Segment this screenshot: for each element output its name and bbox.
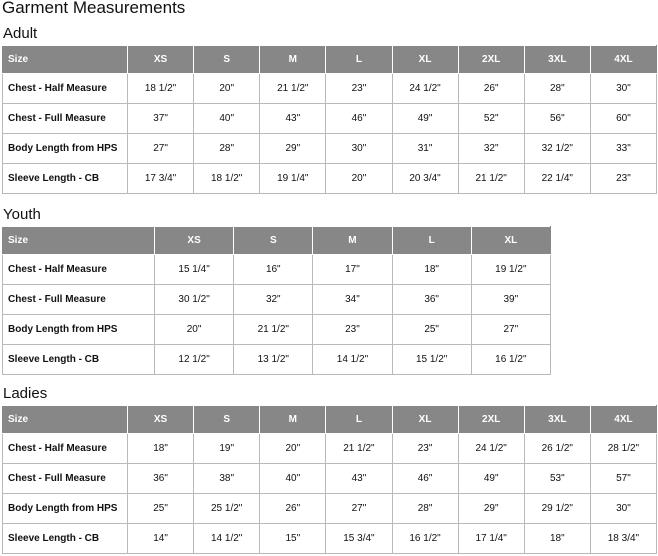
size-header-label: Size bbox=[3, 46, 128, 74]
measurement-cell: 16 1/2" bbox=[392, 524, 458, 554]
header-row bbox=[3, 227, 551, 255]
table-row bbox=[3, 104, 657, 134]
measurement-cell: 18" bbox=[392, 255, 471, 285]
measurement-cell: 18 1/2" bbox=[194, 164, 260, 194]
measurement-cell: 21 1/2" bbox=[260, 74, 326, 104]
table-row bbox=[3, 345, 551, 375]
measurement-cell: 25 1/2" bbox=[194, 494, 260, 524]
table-row bbox=[3, 524, 657, 554]
measurement-cell: 30" bbox=[590, 494, 656, 524]
measurement-cell: 16 1/2" bbox=[471, 345, 550, 375]
measurement-cell: 32" bbox=[458, 134, 524, 164]
measurement-cell: 18" bbox=[128, 434, 194, 464]
measurement-cell: 31" bbox=[392, 134, 458, 164]
measurement-cell: 28" bbox=[392, 494, 458, 524]
measurement-cell: 36" bbox=[128, 464, 194, 494]
row-label: Body Length from HPS bbox=[3, 134, 128, 164]
measurement-cell: 33" bbox=[590, 134, 656, 164]
measurement-cell: 12 1/2" bbox=[155, 345, 234, 375]
measurement-cell: 20" bbox=[194, 74, 260, 104]
measurement-cell: 25" bbox=[128, 494, 194, 524]
size-header-label: Size bbox=[3, 227, 155, 255]
measurement-cell: 22 1/4" bbox=[524, 164, 590, 194]
size-column-header: S bbox=[194, 406, 260, 434]
measurement-cell: 16" bbox=[234, 255, 313, 285]
row-label: Body Length from HPS bbox=[3, 315, 155, 345]
size-column-header: 2XL bbox=[458, 406, 524, 434]
measurement-cell: 38" bbox=[194, 464, 260, 494]
measurement-cell: 21 1/2" bbox=[234, 315, 313, 345]
measurement-cell: 14" bbox=[128, 524, 194, 554]
measurement-cell: 15 1/4" bbox=[155, 255, 234, 285]
measurement-cell: 14 1/2" bbox=[194, 524, 260, 554]
size-header-label: Size bbox=[3, 406, 128, 434]
measurement-cell: 18 1/2" bbox=[128, 74, 194, 104]
measurement-cell: 27" bbox=[471, 315, 550, 345]
row-label: Chest - Full Measure bbox=[3, 464, 128, 494]
measurement-cell: 29 1/2" bbox=[524, 494, 590, 524]
measurement-cell: 20" bbox=[155, 315, 234, 345]
measurement-cell: 23" bbox=[392, 434, 458, 464]
measurement-cell: 17 1/4" bbox=[458, 524, 524, 554]
measurement-cell: 17 3/4" bbox=[128, 164, 194, 194]
header-row bbox=[3, 406, 657, 434]
measurement-cell: 27" bbox=[326, 494, 392, 524]
measurement-cell: 40" bbox=[260, 464, 326, 494]
table-row bbox=[3, 434, 657, 464]
section-title-youth: Youth bbox=[3, 206, 41, 223]
measurement-cell: 19 1/2" bbox=[471, 255, 550, 285]
size-column-header: XL bbox=[471, 227, 550, 255]
measurement-cell: 49" bbox=[392, 104, 458, 134]
measurement-cell: 30 1/2" bbox=[155, 285, 234, 315]
measurement-cell: 60" bbox=[590, 104, 656, 134]
measurement-cell: 20" bbox=[326, 164, 392, 194]
size-column-header: L bbox=[392, 227, 471, 255]
measurement-cell: 18" bbox=[524, 524, 590, 554]
table-row bbox=[3, 494, 657, 524]
row-label: Chest - Half Measure bbox=[3, 434, 128, 464]
measurement-cell: 52" bbox=[458, 104, 524, 134]
measurement-cell: 19 1/4" bbox=[260, 164, 326, 194]
measurement-cell: 57" bbox=[590, 464, 656, 494]
table-row bbox=[3, 134, 657, 164]
measurement-cell: 20" bbox=[260, 434, 326, 464]
measurement-cell: 32 1/2" bbox=[524, 134, 590, 164]
measurement-cell: 29" bbox=[458, 494, 524, 524]
size-column-header: XL bbox=[392, 46, 458, 74]
table-row bbox=[3, 315, 551, 345]
measurement-cell: 23" bbox=[313, 315, 392, 345]
size-column-header: 4XL bbox=[590, 406, 656, 434]
measurement-cell: 46" bbox=[392, 464, 458, 494]
table-row bbox=[3, 464, 657, 494]
measurement-cell: 28" bbox=[524, 74, 590, 104]
youth-size-table bbox=[2, 226, 551, 375]
measurement-cell: 18 3/4" bbox=[590, 524, 656, 554]
row-label: Sleeve Length - CB bbox=[3, 345, 155, 375]
measurement-cell: 20 3/4" bbox=[392, 164, 458, 194]
adult-size-table bbox=[2, 45, 657, 194]
measurement-cell: 15 3/4" bbox=[326, 524, 392, 554]
size-column-header: XL bbox=[392, 406, 458, 434]
section-title-ladies: Ladies bbox=[3, 385, 48, 402]
table-row bbox=[3, 285, 551, 315]
measurement-cell: 39" bbox=[471, 285, 550, 315]
row-label: Chest - Half Measure bbox=[3, 74, 128, 104]
measurement-cell: 17" bbox=[313, 255, 392, 285]
measurement-cell: 23" bbox=[590, 164, 656, 194]
size-column-header: S bbox=[234, 227, 313, 255]
ladies-size-table bbox=[2, 405, 657, 554]
measurement-cell: 37" bbox=[128, 104, 194, 134]
size-column-header: 3XL bbox=[524, 406, 590, 434]
header-row bbox=[3, 46, 657, 74]
table-row bbox=[3, 164, 657, 194]
size-column-header: XS bbox=[128, 46, 194, 74]
measurement-cell: 21 1/2" bbox=[326, 434, 392, 464]
row-label: Chest - Half Measure bbox=[3, 255, 155, 285]
measurement-cell: 19" bbox=[194, 434, 260, 464]
measurement-cell: 26" bbox=[458, 74, 524, 104]
measurement-cell: 21 1/2" bbox=[458, 164, 524, 194]
size-column-header: XS bbox=[128, 406, 194, 434]
row-label: Chest - Full Measure bbox=[3, 285, 155, 315]
size-column-header: M bbox=[260, 406, 326, 434]
measurement-cell: 32" bbox=[234, 285, 313, 315]
measurement-cell: 15 1/2" bbox=[392, 345, 471, 375]
size-column-header: M bbox=[313, 227, 392, 255]
measurement-cell: 30" bbox=[590, 74, 656, 104]
size-column-header: XS bbox=[155, 227, 234, 255]
size-column-header: M bbox=[260, 46, 326, 74]
row-label: Sleeve Length - CB bbox=[3, 524, 128, 554]
measurement-cell: 23" bbox=[326, 74, 392, 104]
measurement-cell: 43" bbox=[260, 104, 326, 134]
measurement-cell: 28" bbox=[194, 134, 260, 164]
row-label: Chest - Full Measure bbox=[3, 104, 128, 134]
measurement-cell: 27" bbox=[128, 134, 194, 164]
measurement-cell: 56" bbox=[524, 104, 590, 134]
row-label: Body Length from HPS bbox=[3, 494, 128, 524]
measurement-cell: 24 1/2" bbox=[458, 434, 524, 464]
measurement-cell: 46" bbox=[326, 104, 392, 134]
table-row bbox=[3, 74, 657, 104]
measurement-cell: 30" bbox=[326, 134, 392, 164]
size-column-header: 4XL bbox=[590, 46, 656, 74]
measurement-cell: 28 1/2" bbox=[590, 434, 656, 464]
measurement-cell: 43" bbox=[326, 464, 392, 494]
measurement-cell: 24 1/2" bbox=[392, 74, 458, 104]
table-row bbox=[3, 255, 551, 285]
size-column-header: 3XL bbox=[524, 46, 590, 74]
size-column-header: 2XL bbox=[458, 46, 524, 74]
page-title: Garment Measurements bbox=[2, 0, 186, 17]
measurement-cell: 40" bbox=[194, 104, 260, 134]
measurement-cell: 36" bbox=[392, 285, 471, 315]
section-title-adult: Adult bbox=[3, 25, 38, 42]
measurement-cell: 26 1/2" bbox=[524, 434, 590, 464]
measurement-cell: 53" bbox=[524, 464, 590, 494]
measurement-cell: 34" bbox=[313, 285, 392, 315]
measurement-cell: 14 1/2" bbox=[313, 345, 392, 375]
measurement-cell: 29" bbox=[260, 134, 326, 164]
measurement-cell: 26" bbox=[260, 494, 326, 524]
measurement-cell: 49" bbox=[458, 464, 524, 494]
size-column-header: L bbox=[326, 406, 392, 434]
row-label: Sleeve Length - CB bbox=[3, 164, 128, 194]
measurement-cell: 15" bbox=[260, 524, 326, 554]
measurement-cell: 13 1/2" bbox=[234, 345, 313, 375]
size-column-header: S bbox=[194, 46, 260, 74]
size-column-header: L bbox=[326, 46, 392, 74]
measurement-cell: 25" bbox=[392, 315, 471, 345]
